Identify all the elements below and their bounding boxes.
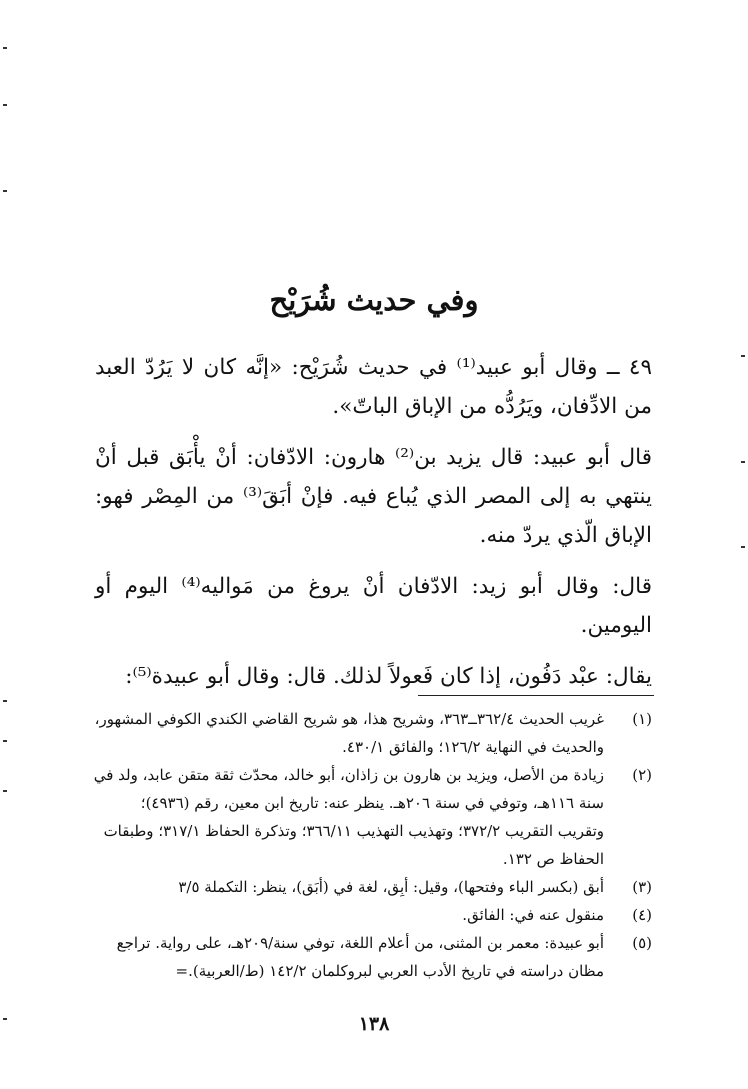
footnote-number: (٣) — [632, 878, 652, 896]
section-heading: وفي حديث شُرَيْح — [269, 283, 479, 317]
margin-mark — [741, 546, 745, 548]
margin-mark — [3, 790, 7, 792]
margin-mark — [3, 104, 7, 106]
paragraph: قال أبو عبيد: قال يزيد بن⁽²⁾ هارون: الادّفان: أنْ يأْبَق قبل أنْ ينتهي به إلى المصر الذي يُباع فيه. فإنْ أبَقَ⁽³⁾ من المِصْر فهو: الإباق الّذي يردّ منه. — [95, 445, 653, 548]
margin-mark — [3, 47, 7, 49]
margin-mark — [741, 355, 745, 357]
footnote-text: منقول عنه في: الفائق. — [462, 906, 604, 924]
footnote-divider — [418, 695, 654, 696]
footnote-number: (١) — [632, 710, 652, 728]
footnote — [90, 901, 652, 929]
footnote-text: زيادة من الأصل، ويزيد بن هارون بن زاذان، أبو خالد، محدّث ثقة متقن عابد، ولد في سنة ١١٦هـ، وتوفي في سنة ٢٠٦هـ. ينظر عنه: تاريخ ابن معين، رقم (٤٩٣٦)؛ وتقريب التقريب ٣٧٢/٢؛ وتهذيب التهذيب ٣٦٦/١١؛ وتذكرة الحفاظ ٣١٧/١؛ وطبقات الحفاظ ص ١٣٢. — [93, 766, 604, 868]
footnote — [90, 929, 652, 985]
paragraph: ٤٩ ــ وقال أبو عبيد⁽¹⁾ في حديث شُرَيْح: «إنَّه كان لا يَرُدّ العبد من الادِّفان، ويَرُدُّه من الإباق الباتّ». — [95, 355, 653, 419]
margin-mark — [3, 700, 7, 702]
footnote-text: أبق (بكسر الباء وفتحها)، وقيل: أبِق، لغة في (أبَق)، ينظر: التكملة ٣/٥ — [178, 878, 604, 896]
paragraph: قال: وقال أبو زيد: الادّفان أنْ يروغ من مَواليه⁽⁴⁾ اليوم أو اليومين. — [95, 574, 652, 638]
footnotes — [90, 705, 652, 985]
main-text — [95, 348, 652, 708]
footnote-number: (٤) — [632, 906, 652, 924]
margin-mark — [3, 740, 7, 742]
footnote-number: (٥) — [632, 934, 652, 952]
page-number: ١٣٨ — [358, 1013, 390, 1035]
margin-mark — [741, 461, 745, 463]
footnote-number: (٢) — [632, 766, 652, 784]
footnote — [90, 705, 652, 761]
footnote-text: أبو عبيدة: معمر بن المثنى، من أعلام اللغة، توفي سنة/٢٠٩هـ، على رواية. تراجع مظان دراسته في تاريخ الأدب العربي لبروكلمان ١٤٢/٢ (ط/العربية).= — [116, 934, 604, 980]
margin-mark — [3, 190, 7, 192]
footnote-text: غريب الحديث ٣٦٢/٤ــ٣٦٣، وشريح هذا، هو شريح القاضي الكندي الكوفي المشهور، والحديث في النهاية ١٢٦/٢؛ والفائق ٤٣٠/١. — [94, 710, 604, 756]
footnote — [90, 761, 652, 873]
footnote — [90, 873, 652, 901]
paragraph: يقال: عبْد دَفُون، إذا كان فَعولاً لذلك. قال: وقال أبو عبيدة⁽⁵⁾: — [125, 664, 652, 689]
